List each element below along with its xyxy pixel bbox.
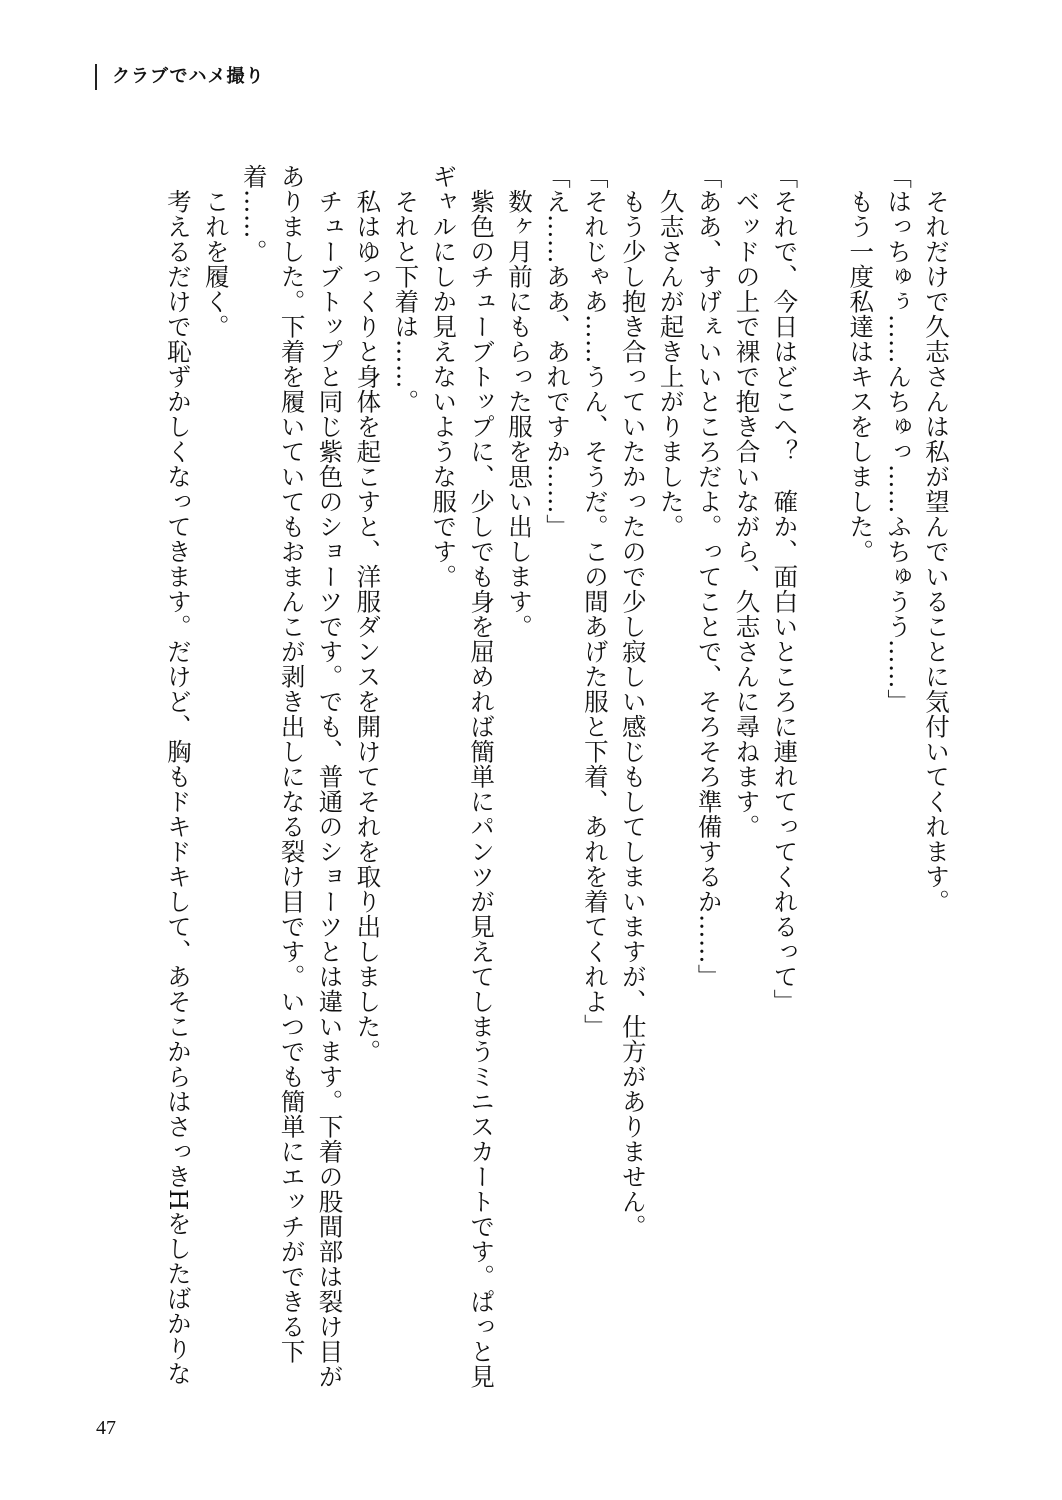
paragraph: それだけで久志さんは私が望んでいることに気付いてくれます。 xyxy=(922,164,951,914)
paragraph: 「はっちゅぅ……んちゅっ……ふちゅうう……」 xyxy=(884,164,914,714)
body-text xyxy=(95,164,955,1404)
paragraph: これを履く。 xyxy=(201,164,231,339)
paragraph: 「それで、今日はどこへ？ 確か、面白いところに連れてってくれるって」 xyxy=(770,164,800,1014)
paragraph: 考えるだけで恥ずかしくなってきます。だけど、胸もドキドキして、あそこからはさっきHをしたばかりな xyxy=(163,164,193,1386)
paragraph: 「ああ、すげぇいいところだよ。ってことで、そろそろ準備するか……」 xyxy=(694,164,724,989)
paragraph: 数ヶ月前にもらった服を思い出します。 xyxy=(505,164,535,639)
paragraph: 「それじゃあ……うん、そうだ。この間あげた服と下着、あれを着てくれよ」 xyxy=(580,164,610,1039)
paragraph: それと下着は……。 xyxy=(391,164,421,414)
paragraph: もう一度私達はキスをしました。 xyxy=(846,164,876,564)
running-header: クラブでハメ撮り xyxy=(112,66,265,87)
paragraph: 久志さんが起き上がりました。 xyxy=(656,164,686,539)
paragraph: 私はゆっくりと身体を起こすと、洋服ダンスを開けてそれを取り出しました。 xyxy=(353,164,383,1064)
header-rule xyxy=(95,64,97,90)
paragraph: チューブトップと同じ紫色のショーツです。でも、普通のショーツとは違います。下着の股間部は裂け目がありました。下着を履いていてもおまんこが剥き出しになる裂け目です。いつでも簡単にエッチができる下着……。 xyxy=(239,164,345,1389)
paragraph: 「え……ああ、あれですか……」 xyxy=(542,164,572,539)
paragraph: 紫色のチューブトップに、少しでも身を屈めれば簡単にパンツが見えてしまうミニスカートです。ぱっと見ギャルにしか見えないような服です。 xyxy=(429,164,497,1389)
paragraph: ベッドの上で裸で抱き合いながら、久志さんに尋ねます。 xyxy=(732,164,762,839)
blank-line xyxy=(803,164,841,1404)
page-number: 47 xyxy=(96,1417,116,1439)
paragraph: もう少し抱き合っていたかったので少し寂しい感じもしてしまいますが、仕方がありません。 xyxy=(618,164,648,1239)
